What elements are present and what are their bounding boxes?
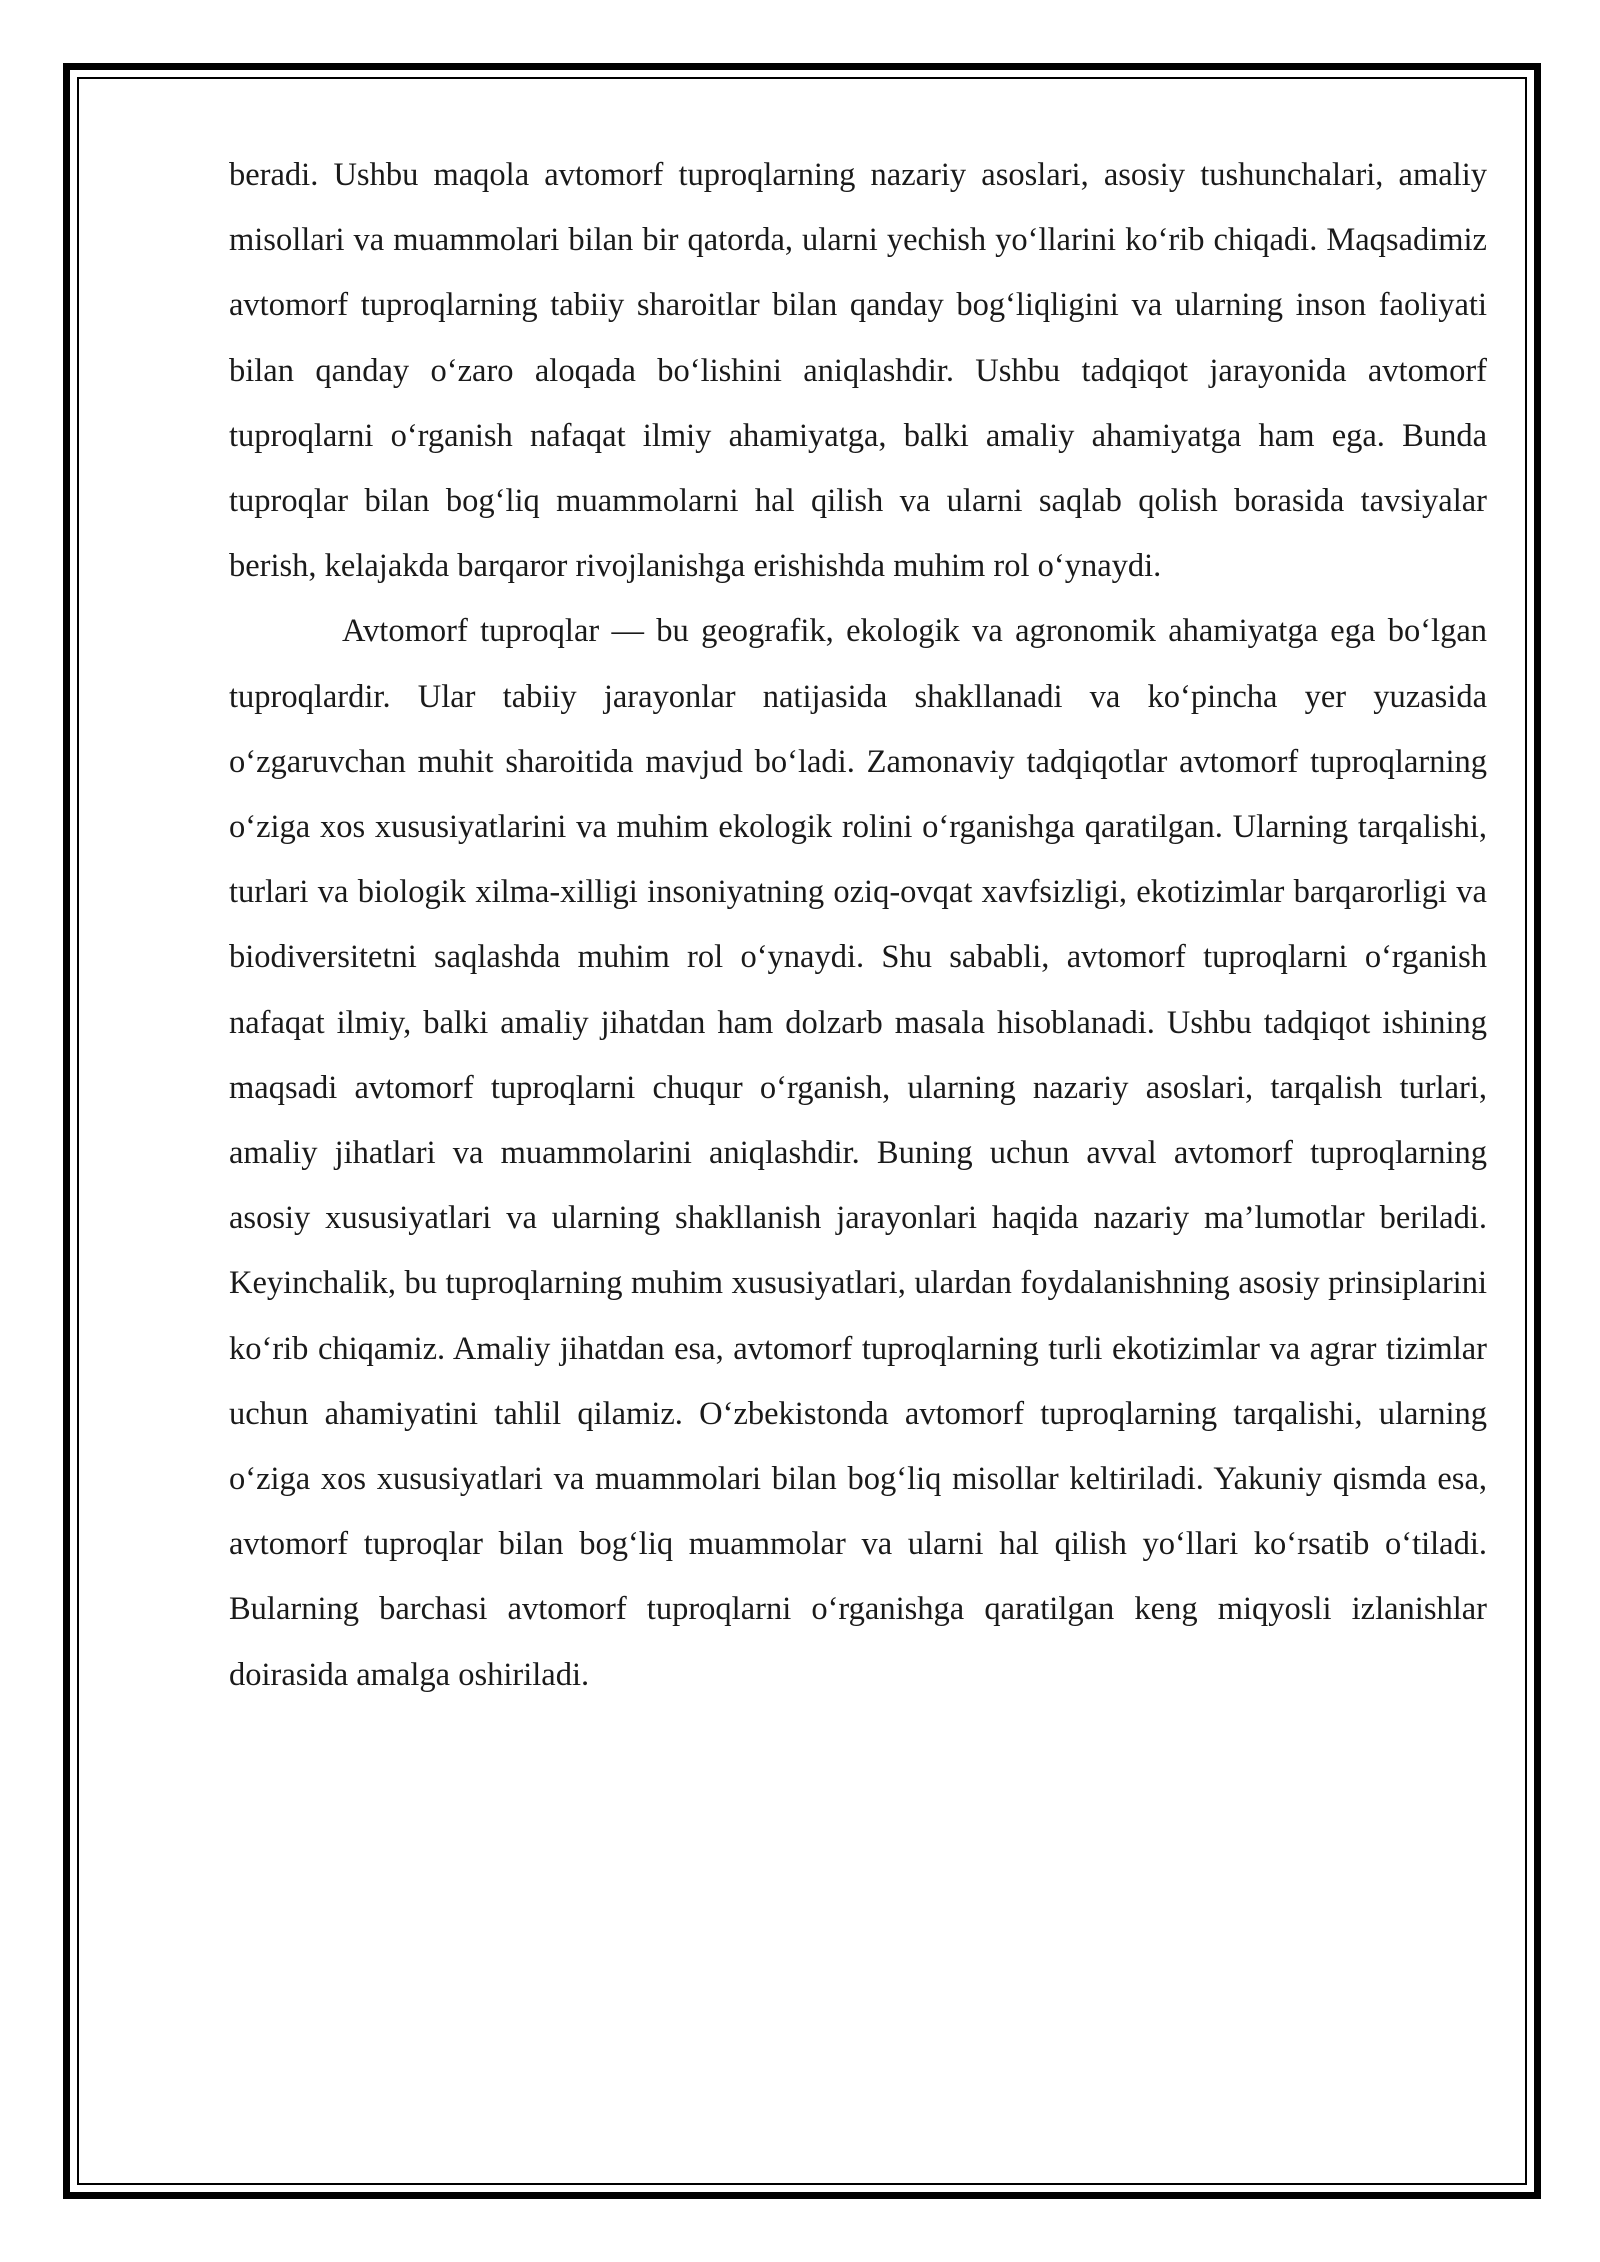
document-body [229,143,1487,1708]
paragraph-avtomorf-tuproqlar: Avtomorf tuproqlar — bu geografik, ekologik va agronomik ahamiyatga ega bo‘lgan tuproqlardir. Ular tabiiy jarayonlar natijasida shakllanadi va ko‘pincha yer yuzasida o‘zgaruvchan muhit sharoitida mavjud bo‘ladi. Zamonaviy tadqiqotlar avtomorf tuproqlarning o‘ziga xos xususiyatlarini va muhim ekologik rolini o‘rganishga qaratilgan. Ularning tarqalishi, turlari va biologik xilma-xilligi insoniyatning oziq-ovqat xavfsizligi, ekotizimlar barqarorligi va biodiversitetni saqlashda muhim rol o‘ynaydi. Shu sababli, avtomorf tuproqlarni o‘rganish nafaqat ilmiy, balki amaliy jihatdan ham dolzarb masala hisoblanadi. Ushbu tadqiqot ishining maqsadi avtomorf tuproqlarni chuqur o‘rganish, ularning nazariy asoslari, tarqalish turlari, amaliy jihatlari va muammolarini aniqlashdir. Buning uchun avval avtomorf tuproqlarning asosiy xususiyatlari va ularning shakllanish jarayonlari haqida nazariy ma’lumotlar beriladi. Keyinchalik, bu tuproqlarning muhim xususiyatlari, ulardan foydalanishning asosiy prinsiplarini ko‘rib chiqamiz. Amaliy jihatdan esa, avtomorf tuproqlarning turli ekotizimlar va agrar tizimlar uchun ahamiyatini tahlil qilamiz. O‘zbekistonda avtomorf tuproqlarning tarqalishi, ularning o‘ziga xos xususiyatlari va muammolari bilan bog‘liq misollar keltiriladi. Yakuniy qismda esa, avtomorf tuproqlar bilan bog‘liq muammolar va ularni hal qilish yo‘llari ko‘rsatib o‘tiladi. Bularning barchasi avtomorf tuproqlarni o‘rganishga qaratilgan keng miqyosli izlanishlar doirasida amalga oshiriladi. [229,613,1487,1693]
paragraph-continuation: beradi. Ushbu maqola avtomorf tuproqlarning nazariy asoslari, asosiy tushunchalari, amaliy misollari va muammolari bilan bir qatorda, ularni yechish yo‘llarini ko‘rib chiqadi. Maqsadimiz avtomorf tuproqlarning tabiiy sharoitlar bilan qanday bog‘liqligini va ularning inson faoliyati bilan qanday o‘zaro aloqada bo‘lishini aniqlashdir. Ushbu tadqiqot jarayonida avtomorf tuproqlarni o‘rganish nafaqat ilmiy ahamiyatga, balki amaliy ahamiyatga ham ega. Bunda tuproqlar bilan bog‘liq muammolarni hal qilish va ularni saqlab qolish borasida tavsiyalar berish, kelajakda barqaror rivojlanishga erishishda muhim rol o‘ynaydi. [229,157,1487,585]
